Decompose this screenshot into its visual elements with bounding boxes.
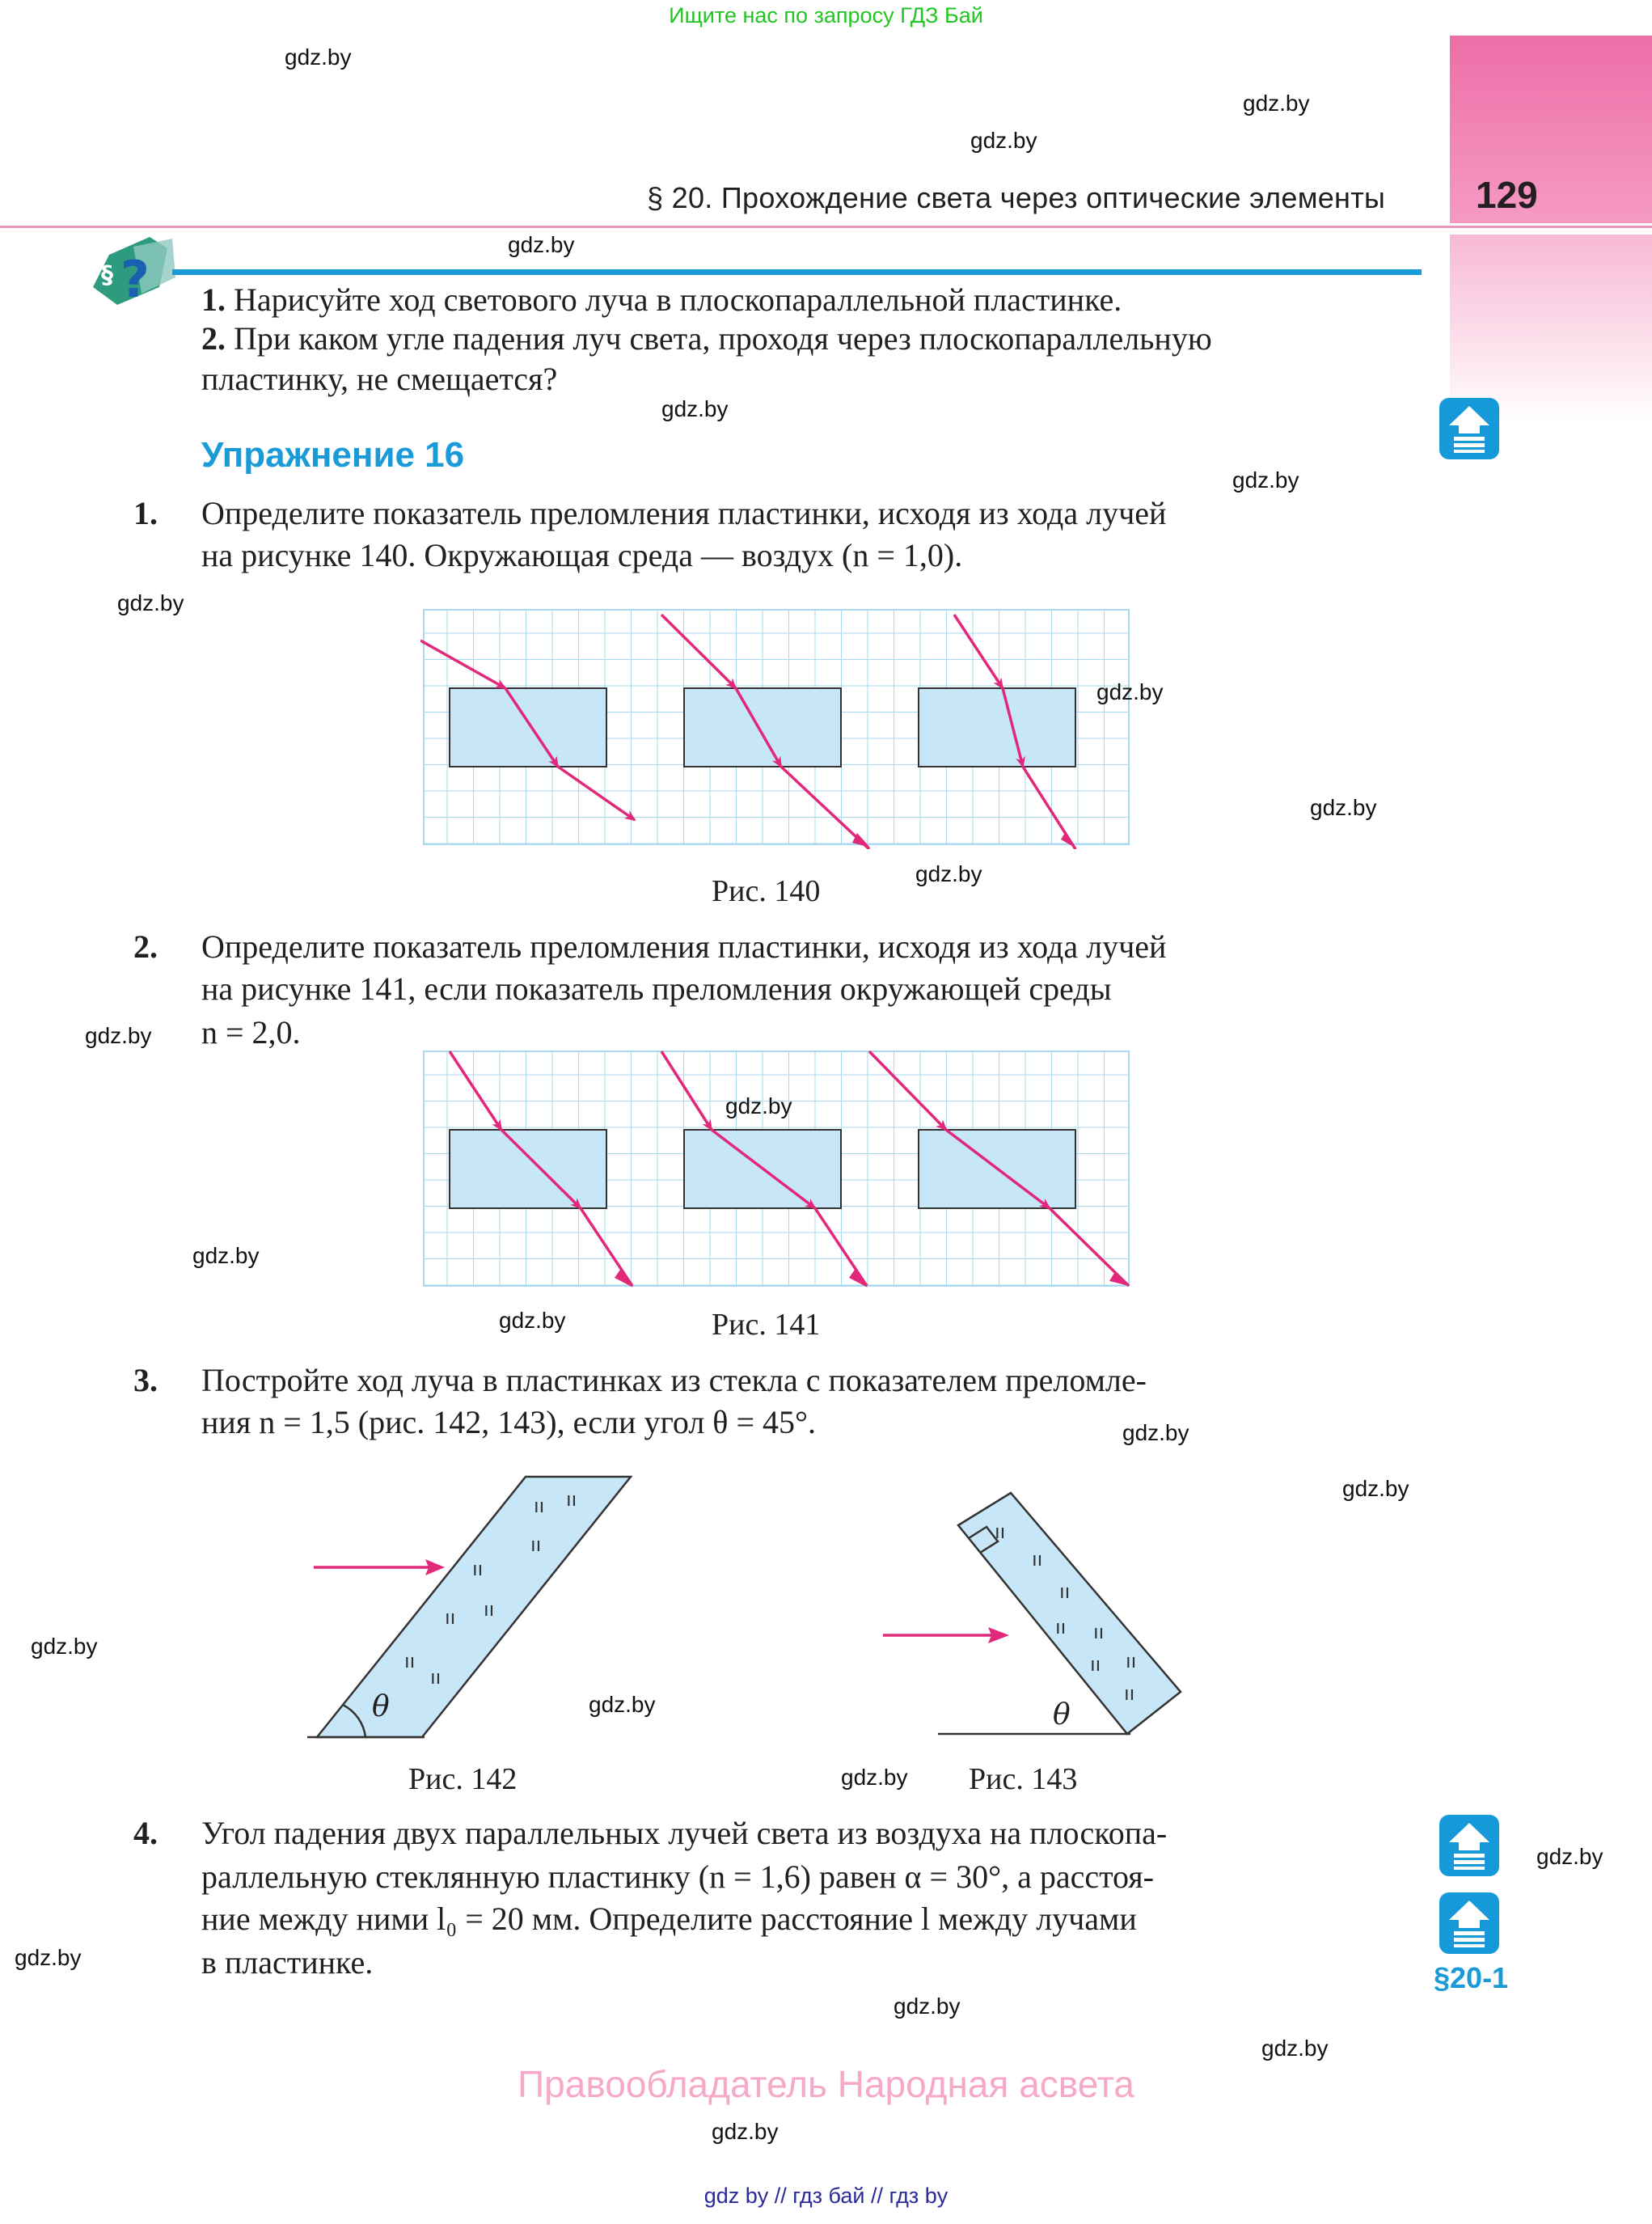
page-number: 129 bbox=[1476, 174, 1538, 216]
question-2-cont: пластинку, не смещается? bbox=[201, 361, 558, 397]
plate bbox=[450, 1130, 606, 1208]
question-2-text: При каком угле падения луч света, проходя через плоскопараллельную bbox=[234, 320, 1212, 357]
watermark: gdz.by bbox=[31, 1634, 98, 1659]
watermark: gdz.by bbox=[1122, 1420, 1189, 1445]
figure-141 bbox=[420, 1048, 1132, 1291]
parallel-mark: ıı bbox=[430, 1666, 442, 1689]
question-1-text: Нарисуйте ход светового луча в плоскопараллельной пластинке. bbox=[234, 281, 1122, 318]
figure-143 bbox=[873, 1480, 1197, 1747]
plate bbox=[919, 688, 1075, 767]
watermark: gdz.by bbox=[508, 232, 575, 257]
figure-141-caption: Рис. 141 bbox=[712, 1308, 821, 1342]
footer-links[interactable]: gdz by // гдз бай // гдз by bbox=[703, 2184, 949, 2208]
watermark: gdz.by bbox=[1342, 1476, 1409, 1501]
parallel-mark: ıı bbox=[1090, 1653, 1101, 1676]
glass-plate bbox=[317, 1477, 631, 1737]
parallel-mark: ıı bbox=[530, 1533, 542, 1556]
upload-icon[interactable] bbox=[1439, 1815, 1499, 1876]
upload-icon[interactable] bbox=[1439, 398, 1499, 459]
watermark: gdz.by bbox=[1232, 467, 1299, 493]
parallel-mark: ıı bbox=[1059, 1580, 1071, 1603]
top-search-banner[interactable]: Ищите нас по запросу ГДЗ Бай bbox=[669, 3, 983, 27]
parallel-mark: ıı bbox=[534, 1495, 545, 1517]
question-1-number: 1. bbox=[201, 281, 226, 318]
parallel-mark: ıı bbox=[1093, 1621, 1105, 1643]
watermark: gdz.by bbox=[117, 590, 184, 615]
theta-label: θ bbox=[1053, 1698, 1071, 1731]
header-divider bbox=[0, 226, 1652, 228]
exercise-title: Упражнение 16 bbox=[201, 435, 465, 475]
question-2-number: 2. bbox=[201, 320, 226, 357]
watermark: gdz.by bbox=[712, 2119, 779, 2144]
task-2-number: 2. bbox=[133, 928, 158, 965]
plate bbox=[450, 688, 606, 767]
watermark: gdz.by bbox=[499, 1308, 566, 1333]
watermark: gdz.by bbox=[1536, 1844, 1603, 1869]
watermark: gdz.by bbox=[725, 1093, 792, 1118]
svg-text:?: ? bbox=[120, 250, 150, 309]
watermark: gdz.by bbox=[1310, 795, 1377, 820]
task-4-line-1: Угол падения двух параллельных лучей света из воздуха на плоскопа- bbox=[201, 1815, 1168, 1851]
copyright-notice: Правообладатель Народная асвета bbox=[518, 2063, 1134, 2105]
watermark: gdz.by bbox=[841, 1765, 908, 1790]
plate bbox=[684, 688, 841, 767]
task-1-line-2: на рисунке 140. Окружающая среда — воздух (n = 1,0). bbox=[201, 537, 963, 573]
watermark: gdz.by bbox=[661, 396, 729, 421]
task-3-number: 3. bbox=[133, 1362, 158, 1398]
section-header: § 20. Прохождение света через оптические элементы bbox=[647, 181, 1386, 214]
task-2-line-2: на рисунке 141, если показатель преломления окружающей среды bbox=[201, 970, 1112, 1007]
watermark: gdz.by bbox=[894, 1994, 961, 2019]
task-4-number: 4. bbox=[133, 1815, 158, 1851]
watermark: gdz.by bbox=[970, 128, 1037, 153]
watermark: gdz.by bbox=[192, 1243, 260, 1268]
task-4-line-2: раллельную стеклянную пластинку (n = 1,6) равен α = 30°, а расстоя- bbox=[201, 1858, 1154, 1895]
svg-text:§: § bbox=[101, 261, 113, 290]
parallel-mark: ıı bbox=[995, 1520, 1006, 1543]
section-reference-link[interactable]: §20-1 bbox=[1434, 1961, 1509, 1994]
figure-142-caption: Рис. 142 bbox=[408, 1762, 518, 1796]
parallel-mark: ıı bbox=[484, 1598, 495, 1621]
parallel-mark: ıı bbox=[404, 1650, 416, 1672]
parallel-mark: ıı bbox=[1124, 1682, 1135, 1705]
theta-label: θ bbox=[372, 1690, 390, 1723]
parallel-mark: ıı bbox=[566, 1488, 577, 1511]
task-2-line-3: n = 2,0. bbox=[201, 1014, 301, 1051]
task-3-line-2: ния n = 1,5 (рис. 142, 143), если угол θ = 45°. bbox=[201, 1404, 816, 1440]
parallel-mark: ıı bbox=[472, 1558, 484, 1580]
questions-rule bbox=[172, 269, 1422, 275]
task-2-line-1: Определите показатель преломления пластинки, исходя из хода лучей bbox=[201, 928, 1167, 965]
watermark: gdz.by bbox=[1243, 91, 1310, 116]
watermark: gdz.by bbox=[915, 861, 982, 886]
page-tab-fade bbox=[1450, 235, 1652, 421]
watermark: gdz.by bbox=[589, 1692, 656, 1717]
watermark: gdz.by bbox=[85, 1023, 152, 1048]
watermark: gdz.by bbox=[285, 44, 352, 70]
task-4-line-3: ние между ними l₀ = 20 мм. Определите расстояние l между лучами bbox=[201, 1901, 1137, 1937]
parallel-mark: ıı bbox=[1032, 1548, 1043, 1571]
parallel-mark: ıı bbox=[445, 1606, 456, 1629]
figure-143-caption: Рис. 143 bbox=[969, 1762, 1078, 1796]
task-4-line-4: в пластинке. bbox=[201, 1944, 374, 1981]
figure-140 bbox=[420, 607, 1132, 849]
task-3-line-1: Постройте ход луча в пластинках из стекла с показателем преломле- bbox=[201, 1362, 1147, 1398]
parallel-mark: ıı bbox=[1126, 1650, 1137, 1672]
watermark: gdz.by bbox=[1096, 679, 1164, 704]
figure-140-caption: Рис. 140 bbox=[712, 874, 821, 908]
upload-icon[interactable] bbox=[1439, 1892, 1499, 1954]
task-1-line-1: Определите показатель преломления пластинки, исходя из хода лучей bbox=[201, 495, 1167, 531]
section-question-icon bbox=[85, 230, 182, 319]
parallel-mark: ıı bbox=[1055, 1616, 1067, 1638]
question-2 bbox=[201, 317, 1422, 361]
question-1 bbox=[201, 278, 1422, 322]
watermark: gdz.by bbox=[1261, 2036, 1329, 2061]
task-1-number: 1. bbox=[133, 495, 158, 531]
watermark: gdz.by bbox=[15, 1945, 82, 1970]
